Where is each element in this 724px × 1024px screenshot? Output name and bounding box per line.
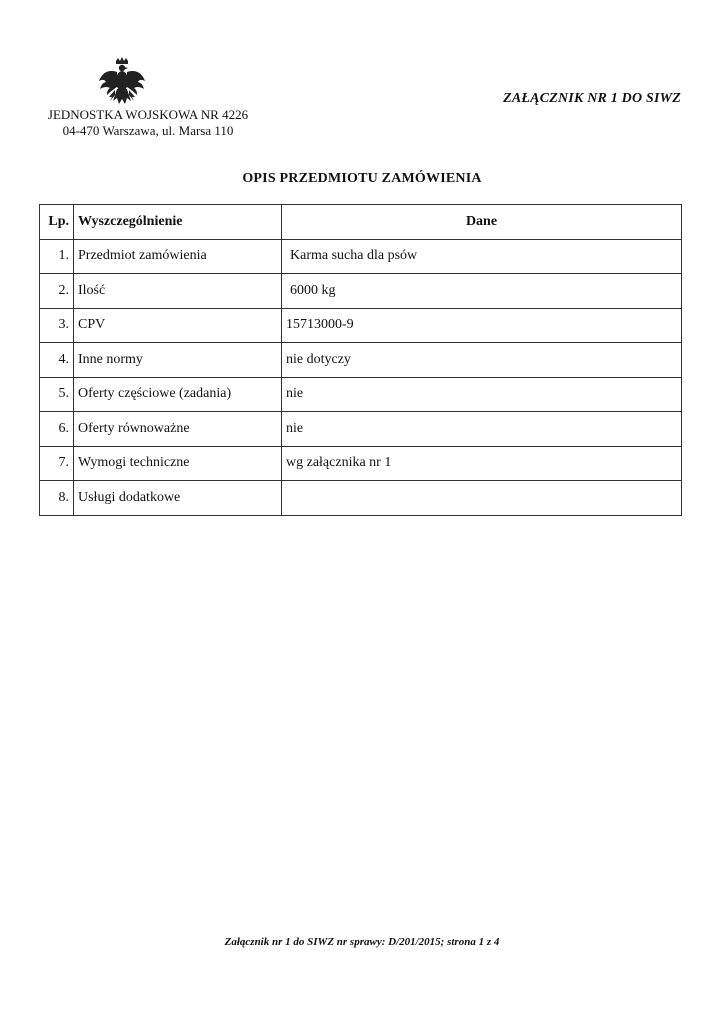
column-header-value: Dane: [282, 205, 682, 240]
table-row: [40, 343, 682, 378]
page-title: OPIS PRZEDMIOTU ZAMÓWIENIA: [242, 171, 482, 186]
unit-address: 04-470 Warszawa, ul. Marsa 110: [62, 123, 234, 138]
row-number: 3.: [40, 308, 74, 343]
table-row: [40, 481, 682, 516]
row-item: Oferty częściowe (zadania): [74, 377, 282, 412]
unit-header: [40, 107, 256, 139]
annex-title: ZAŁĄCZNIK NR 1 DO SIWZ: [503, 91, 681, 106]
row-number: 1.: [40, 239, 74, 274]
row-number: 6.: [40, 412, 74, 447]
table-row: [40, 446, 682, 481]
page-footer: Załącznik nr 1 do SIWZ nr sprawy: D/201/2015; strona 1 z 4: [224, 936, 500, 948]
table-row: [40, 377, 682, 412]
unit-name: JEDNOSTKA WOJSKOWA NR 4226: [47, 107, 249, 122]
column-header-lp: Lp.: [40, 205, 74, 240]
row-number: 7.: [40, 446, 74, 481]
row-item: Inne normy: [74, 343, 282, 378]
row-value: 15713000-9: [282, 308, 682, 343]
table-row: [40, 239, 682, 274]
row-item: Oferty równoważne: [74, 412, 282, 447]
row-item: Przedmiot zamówienia: [74, 239, 282, 274]
row-value: [282, 481, 682, 516]
row-item: CPV: [74, 308, 282, 343]
row-number: 8.: [40, 481, 74, 516]
row-value: 6000 kg: [282, 274, 682, 309]
table-row: [40, 412, 682, 447]
row-number: 4.: [40, 343, 74, 378]
table-row: [40, 274, 682, 309]
row-value: nie: [282, 412, 682, 447]
specification-table: [39, 204, 682, 516]
table-row: [40, 308, 682, 343]
row-item: Usługi dodatkowe: [74, 481, 282, 516]
column-header-item: Wyszczególnienie: [74, 205, 282, 240]
table-header-row: [40, 205, 682, 240]
polish-eagle-emblem-icon: [98, 57, 146, 109]
row-item: Ilość: [74, 274, 282, 309]
row-item: Wymogi techniczne: [74, 446, 282, 481]
row-value: Karma sucha dla psów: [282, 239, 682, 274]
row-number: 5.: [40, 377, 74, 412]
row-value: wg załącznika nr 1: [282, 446, 682, 481]
row-value: nie: [282, 377, 682, 412]
row-number: 2.: [40, 274, 74, 309]
row-value: nie dotyczy: [282, 343, 682, 378]
